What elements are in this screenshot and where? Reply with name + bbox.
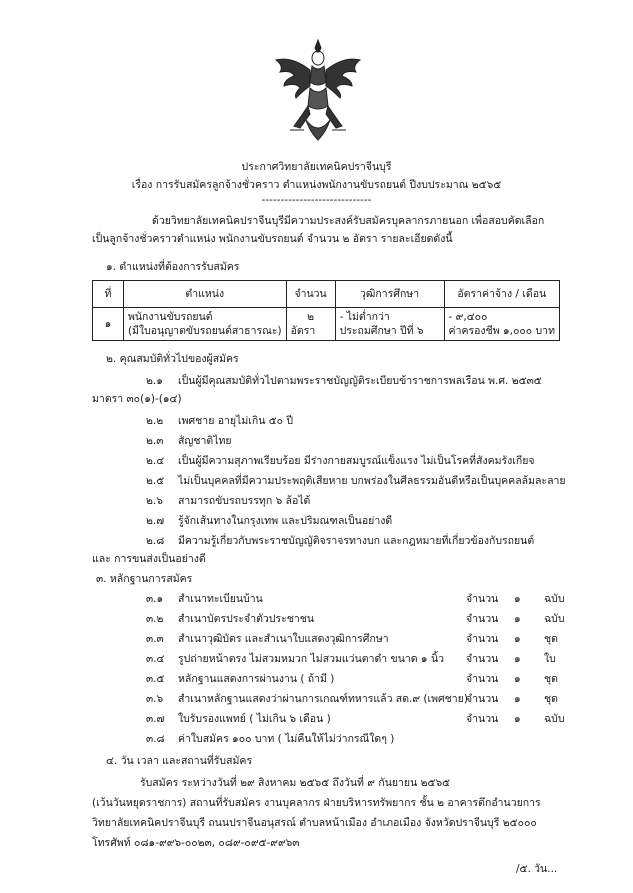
item-3-3-num: ๓.๓ xyxy=(146,633,164,645)
section4-line-1: รับสมัคร ระหว่างวันที่ ๒๙ สิงหาคม ๒๕๖๕ ถึงวันที่ ๙ กันยายน ๒๕๖๕ xyxy=(140,777,451,789)
item-2-3-text: สัญชาติไทย xyxy=(178,435,232,447)
item-3-6-num: ๓.๖ xyxy=(146,693,164,705)
item-3-7-count: ๑ xyxy=(514,713,521,725)
item-2-1-text: เป็นผู้มีคุณสมบัติทั่วไปตามพระราชบัญญัติระเบียบข้าราชการพลเรือน พ.ศ. ๒๕๓๕ xyxy=(178,375,542,387)
item-2-6-text: สามารถขับรถบรรทุก ๖ ล้อได้ xyxy=(178,495,311,507)
item-2-2-text: เพศชาย อายุไม่เกิน ๕๐ ปี xyxy=(178,415,294,427)
section4-line-3: วิทยาลัยเทคนิคปราจีนบุรี ถนนปราจีนอนุสรณ์ ตำบลหน้าเมือง อำเภอเมือง จังหวัดปราจีนบุรี ๒๕๐๐๐ xyxy=(92,817,537,829)
row-wage xyxy=(444,308,559,341)
item-2-5-text: ไม่เป็นบุคคลที่มีความประพฤติเสียหาย บกพร่องในศีลธรรมอันดีหรือเป็นบุคคลล้มละลาย xyxy=(178,475,566,487)
header-divider: ----------------------------- xyxy=(261,194,372,206)
item-2-4-num: ๒.๔ xyxy=(146,455,165,467)
section4-line-4: โทรศัพท์ ๐๘๑-๙๙๖-๐๐๒๓, ๐๘๙-๐๙๕-๙๙๖๓ xyxy=(92,837,300,849)
table-header-row xyxy=(93,281,560,308)
list-item xyxy=(0,712,633,726)
section2-heading: ๒. คุณสมบัติทั่วไปของผู้สมัคร xyxy=(106,353,239,365)
item-2-6-num: ๒.๖ xyxy=(146,495,163,507)
row-no: ๑ xyxy=(93,308,124,341)
list-item xyxy=(0,692,633,706)
item-2-8-text: มีความรู้เกี่ยวกับพระราชบัญญัติจราจรทางบก และกฎหมายที่เกี่ยวข้องกับรถยนต์ xyxy=(178,535,535,547)
next-page-marker: /๕. วัน... xyxy=(516,863,558,875)
section4-heading: ๔. วัน เวลา และสถานที่รับสมัคร xyxy=(106,755,253,767)
col-wage: อัตราค่าจ้าง / เดือน xyxy=(444,281,559,308)
item-3-8-text: ค่าใบสมัคร ๑๐๐ บาท ( ไม่คืนให้ไม่ว่ากรณีใดๆ ) xyxy=(178,733,395,745)
table-row xyxy=(93,308,560,341)
garuda-emblem-icon xyxy=(270,36,366,144)
wage-allowance: ค่าครองชีพ ๑,๐๐๐ บาท xyxy=(448,325,555,337)
wage-amount: - ๙,๔๐๐ xyxy=(448,311,488,323)
row-position xyxy=(123,308,286,341)
positions-table xyxy=(92,280,560,341)
section3-heading: ๓. หลักฐานการสมัคร xyxy=(96,573,193,585)
item-3-2-qty-label: จำนวน xyxy=(466,613,499,625)
item-3-7-text: ใบรับรองแพทย์ ( ไม่เกิน ๖ เดือน ) xyxy=(178,713,331,725)
item-3-5-num: ๓.๕ xyxy=(146,673,165,685)
education-line-1: - ไม่ต่ำกว่า xyxy=(339,311,390,323)
item-3-2-unit: ฉบับ xyxy=(544,613,565,625)
list-item xyxy=(0,732,633,746)
item-3-1-qty-label: จำนวน xyxy=(466,593,499,605)
item-3-4-unit: ใบ xyxy=(544,653,556,665)
item-3-3-unit: ชุด xyxy=(544,633,558,645)
col-education: วุฒิการศึกษา xyxy=(335,281,444,308)
item-3-3-qty-label: จำนวน xyxy=(466,633,499,645)
item-2-7-text: รู้จักเส้นทางในกรุงเทพ และปริมณฑลเป็นอย่างดี xyxy=(178,515,393,527)
item-3-5-count: ๑ xyxy=(514,673,521,685)
item-2-5-num: ๒.๕ xyxy=(146,475,165,487)
list-item xyxy=(0,652,633,666)
item-2-1-cont: มาตรา ๓๐(๑)-(๑๔) xyxy=(92,393,182,405)
education-line-2: ประถมศึกษา ปีที่ ๖ xyxy=(339,325,424,337)
item-3-7-num: ๓.๗ xyxy=(146,713,165,725)
item-3-1-text: สำเนาทะเบียนบ้าน xyxy=(178,593,263,605)
item-3-8-num: ๓.๘ xyxy=(146,733,165,745)
item-3-2-num: ๓.๒ xyxy=(146,613,164,625)
count-value: ๒ xyxy=(307,311,315,323)
item-2-8-cont: และ การขนส่งเป็นอย่างดี xyxy=(92,553,206,565)
item-3-4-num: ๓.๔ xyxy=(146,653,165,665)
col-count: จำนวน xyxy=(286,281,335,308)
item-2-7-num: ๒.๗ xyxy=(146,515,165,527)
issuer-title: ประกาศวิทยาลัยเทคนิคปราจีนบุรี xyxy=(241,161,392,173)
col-no: ที่ xyxy=(93,281,124,308)
list-item xyxy=(0,632,633,646)
subject-line: เรื่อง การรับสมัครลูกจ้างชั่วคราว ตำแหน่งพนักงานขับรถยนต์ ปีงบประมาณ ๒๕๖๕ xyxy=(131,179,502,191)
item-3-4-text: รูปถ่ายหน้าตรง ไม่สวมหมวก ไม่สวมแว่นตาดำ ขนาด ๑ นิ้ว xyxy=(178,653,445,665)
item-3-2-count: ๑ xyxy=(514,613,521,625)
item-2-3-num: ๒.๓ xyxy=(146,435,164,447)
item-3-5-text: หลักฐานแสดงการผ่านงาน ( ถ้ามี ) xyxy=(178,673,335,685)
item-3-5-qty-label: จำนวน xyxy=(466,673,499,685)
item-2-2-num: ๒.๒ xyxy=(146,415,164,427)
item-3-1-unit: ฉบับ xyxy=(544,593,565,605)
item-3-3-count: ๑ xyxy=(514,633,521,645)
item-3-7-unit: ฉบับ xyxy=(544,713,565,725)
position-name: พนักงานขับรถยนต์ xyxy=(127,311,213,323)
item-2-8-num: ๒.๘ xyxy=(146,535,165,547)
intro-line-1: ด้วยวิทยาลัยเทคนิคปราจีนบุรีมีความประสงค์รับสมัครบุคลากรภายนอก เพื่อสอบคัดเลือก xyxy=(152,215,545,227)
item-3-4-count: ๑ xyxy=(514,653,521,665)
item-3-5-unit: ชุด xyxy=(544,673,558,685)
item-2-1-num: ๒.๑ xyxy=(146,375,163,387)
intro-line-2: เป็นลูกจ้างชั่วคราวตำแหน่ง พนักงานขับรถยนต์ จำนวน ๒ อัตรา รายละเอียดดังนี้ xyxy=(92,233,453,245)
item-3-7-qty-label: จำนวน xyxy=(466,713,499,725)
section4-line-2: (เว้นวันหยุดราชการ) สถานที่รับสมัคร งานบุคลากร ฝ่ายบริหารทรัพยากร ชั้น ๒ อาคารตึกอำนวยการ xyxy=(92,797,541,809)
section1-heading: ๑. ตำแหน่งที่ต้องการรับสมัคร xyxy=(106,261,240,273)
item-3-2-text: สำเนาบัตรประจำตัวประชาชน xyxy=(178,613,315,625)
list-item xyxy=(0,672,633,686)
count-unit: อัตรา xyxy=(290,325,316,337)
item-3-6-unit: ชุด xyxy=(544,693,558,705)
item-3-6-qty-label: จำนวน xyxy=(466,693,499,705)
item-3-1-num: ๓.๑ xyxy=(146,593,164,605)
item-3-6-text: สำเนาหลักฐานแสดงว่าผ่านการเกณฑ์ทหารแล้ว สด.๙ (เพศชาย) xyxy=(178,693,468,705)
item-3-3-text: สำเนาวุฒิบัตร และสำเนาใบแสดงวุฒิการศึกษา xyxy=(178,633,389,645)
item-2-4-text: เป็นผู้มีความสุภาพเรียบร้อย มีร่างกายสมบูรณ์แข็งแรง ไม่เป็นโรคที่สังคมรังเกียจ xyxy=(178,455,535,467)
position-license: (มีใบอนุญาตขับรถยนต์สาธารณะ) xyxy=(127,325,282,337)
row-count xyxy=(286,308,335,341)
list-item xyxy=(0,612,633,626)
item-3-6-count: ๑ xyxy=(514,693,521,705)
col-position: ตำแหน่ง xyxy=(123,281,286,308)
row-education xyxy=(335,308,444,341)
item-3-4-qty-label: จำนวน xyxy=(466,653,499,665)
list-item xyxy=(0,592,633,606)
item-3-1-count: ๑ xyxy=(514,593,521,605)
